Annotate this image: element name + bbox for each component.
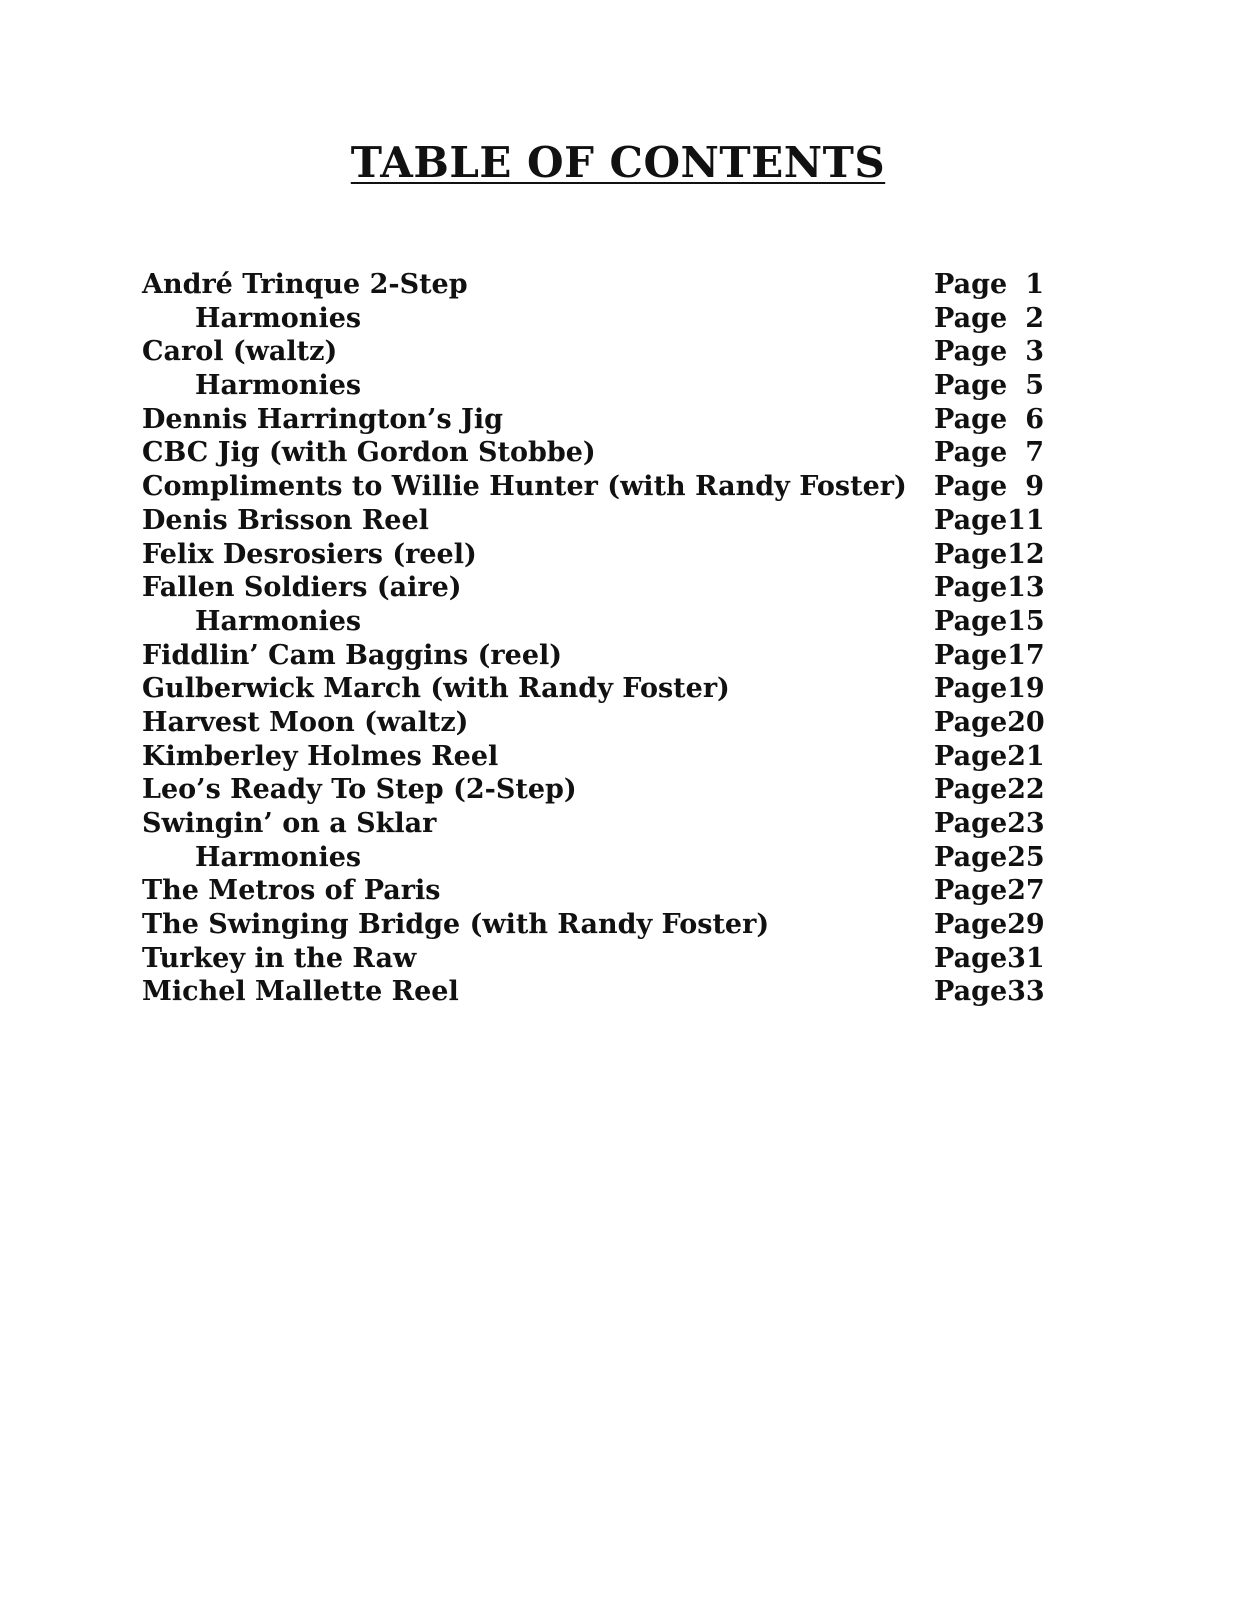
toc-page-label: Page xyxy=(934,841,1008,873)
toc-entry-page xyxy=(934,403,1044,437)
toc-page-number: 23 xyxy=(1007,808,1045,839)
toc-entry-title: Kimberley Holmes Reel xyxy=(142,740,499,772)
toc-page-label: Page xyxy=(934,706,1008,738)
toc-entry-title: CBC Jig (with Gordon Stobbe) xyxy=(142,437,596,469)
toc-entry-title: Turkey in the Raw xyxy=(142,942,417,974)
toc-entry xyxy=(142,302,1052,336)
toc-entry xyxy=(142,706,1052,740)
toc-entry-page xyxy=(934,975,1044,1009)
toc-entry-page xyxy=(934,807,1044,841)
toc-entry-page xyxy=(934,369,1044,403)
toc-page-label: Page xyxy=(934,269,1008,300)
toc-page-label: Page xyxy=(934,909,1008,941)
toc-entry xyxy=(142,874,1052,908)
toc-entry-title: Harvest Moon (waltz) xyxy=(142,706,469,738)
page-title: TABLE OF CONTENTS xyxy=(350,138,886,187)
toc-entry-title: Harmonies xyxy=(195,302,362,334)
toc-entry-page xyxy=(934,268,1044,302)
toc-entry xyxy=(142,335,1052,369)
toc-entry-title: Fiddlin’ Cam Baggins (reel) xyxy=(142,639,563,671)
toc-entry-page xyxy=(934,740,1044,774)
toc-page-label: Page xyxy=(934,639,1008,671)
toc-entry xyxy=(142,773,1052,807)
toc-page-number: 1 xyxy=(1025,269,1044,300)
toc-entry-page xyxy=(934,571,1044,605)
toc-entry-page xyxy=(934,436,1044,470)
page-title-container xyxy=(0,138,1236,187)
toc-entry-page xyxy=(934,841,1044,875)
toc-page-number: 2 xyxy=(1025,302,1044,334)
toc-entry-page xyxy=(934,605,1044,639)
toc-page-number: 20 xyxy=(1007,706,1045,738)
toc-entry xyxy=(142,504,1052,538)
toc-page-label: Page xyxy=(934,875,1008,907)
toc-page-label: Page xyxy=(934,572,1008,604)
toc-entry-page xyxy=(934,773,1044,807)
toc-entry xyxy=(142,436,1052,470)
toc-entry xyxy=(142,975,1052,1009)
toc-entry-page xyxy=(934,335,1044,369)
toc-entry-title: Gulberwick March (with Randy Foster) xyxy=(142,673,730,705)
toc-entry xyxy=(142,369,1052,403)
toc-page-number: 12 xyxy=(1007,538,1045,570)
toc-entry-title: Dennis Harrington’s Jig xyxy=(142,403,503,435)
toc-page-number: 25 xyxy=(1007,841,1045,873)
toc-entry xyxy=(142,672,1052,706)
toc-page-number: 9 xyxy=(1025,471,1044,503)
toc-entry-title: Felix Desrosiers (reel) xyxy=(142,538,477,570)
toc-entry-title: Harmonies xyxy=(195,605,362,637)
toc-page-label: Page xyxy=(934,437,1008,469)
toc-entry-page xyxy=(934,470,1044,504)
toc-page-number: 17 xyxy=(1007,639,1045,671)
toc-entry xyxy=(142,639,1052,673)
toc-entry-title: André Trinque 2-Step xyxy=(142,269,468,300)
toc-page-number: 7 xyxy=(1025,437,1044,469)
toc-page-label: Page xyxy=(934,403,1008,435)
toc-entry xyxy=(142,538,1052,572)
toc-page-number: 21 xyxy=(1007,740,1045,772)
toc-page-number: 15 xyxy=(1007,605,1045,637)
toc-entry xyxy=(142,605,1052,639)
toc-page-label: Page xyxy=(934,673,1008,705)
toc-entry-title: Fallen Soldiers (aire) xyxy=(142,572,462,604)
toc-entry xyxy=(142,807,1052,841)
toc-page-number: 27 xyxy=(1007,875,1045,907)
toc-page-label: Page xyxy=(934,605,1008,637)
toc-entry-title: The Metros of Paris xyxy=(142,875,441,907)
toc-entry xyxy=(142,841,1052,875)
toc-page-label: Page xyxy=(934,336,1008,368)
toc-page-number: 29 xyxy=(1007,909,1045,941)
toc-page-number: 11 xyxy=(1007,504,1045,536)
toc-entry xyxy=(142,268,1052,302)
toc-entry-title: Harmonies xyxy=(195,370,362,402)
toc-page-label: Page xyxy=(934,302,1008,334)
toc-page-number: 22 xyxy=(1007,774,1045,806)
toc-page-label: Page xyxy=(934,471,1008,503)
toc-page-number: 31 xyxy=(1007,942,1045,974)
toc-page-number: 19 xyxy=(1007,673,1045,705)
toc-entry-title: The Swinging Bridge (with Randy Foster) xyxy=(142,909,770,941)
table-of-contents xyxy=(142,268,1052,1009)
toc-entry xyxy=(142,908,1052,942)
toc-page-label: Page xyxy=(934,774,1008,806)
toc-page-label: Page xyxy=(934,740,1008,772)
toc-entry-page xyxy=(934,672,1044,706)
toc-entry-page xyxy=(934,639,1044,673)
toc-page-label: Page xyxy=(934,370,1008,402)
toc-entry-title: Carol (waltz) xyxy=(142,336,338,368)
toc-page-number: 13 xyxy=(1007,572,1045,604)
toc-entry xyxy=(142,942,1052,976)
toc-entry-page xyxy=(934,942,1044,976)
toc-entry-page xyxy=(934,706,1044,740)
toc-page-label: Page xyxy=(934,942,1008,974)
toc-entry-title: Compliments to Willie Hunter (with Randy Foster) xyxy=(142,471,907,503)
toc-entry-page xyxy=(934,874,1044,908)
toc-page-number: 3 xyxy=(1025,336,1044,368)
toc-page-number: 33 xyxy=(1007,976,1045,1008)
toc-entry-page xyxy=(934,538,1044,572)
toc-page-label: Page xyxy=(934,976,1008,1008)
toc-page-label: Page xyxy=(934,808,1008,839)
toc-page-number: 5 xyxy=(1025,370,1044,402)
toc-entry xyxy=(142,740,1052,774)
toc-page-label: Page xyxy=(934,538,1008,570)
toc-entry-title: Harmonies xyxy=(195,841,362,873)
toc-entry-title: Denis Brisson Reel xyxy=(142,504,429,536)
toc-page-number: 6 xyxy=(1025,403,1044,435)
toc-entry-page xyxy=(934,302,1044,336)
toc-page-label: Page xyxy=(934,504,1008,536)
toc-entry-title: Swingin’ on a Sklar xyxy=(142,808,437,839)
toc-entry xyxy=(142,403,1052,437)
toc-entry-title: Leo’s Ready To Step (2-Step) xyxy=(142,774,577,806)
toc-entry xyxy=(142,571,1052,605)
toc-entry-page xyxy=(934,504,1044,538)
toc-entry xyxy=(142,470,1052,504)
toc-entry-page xyxy=(934,908,1044,942)
toc-entry-title: Michel Mallette Reel xyxy=(142,976,459,1008)
